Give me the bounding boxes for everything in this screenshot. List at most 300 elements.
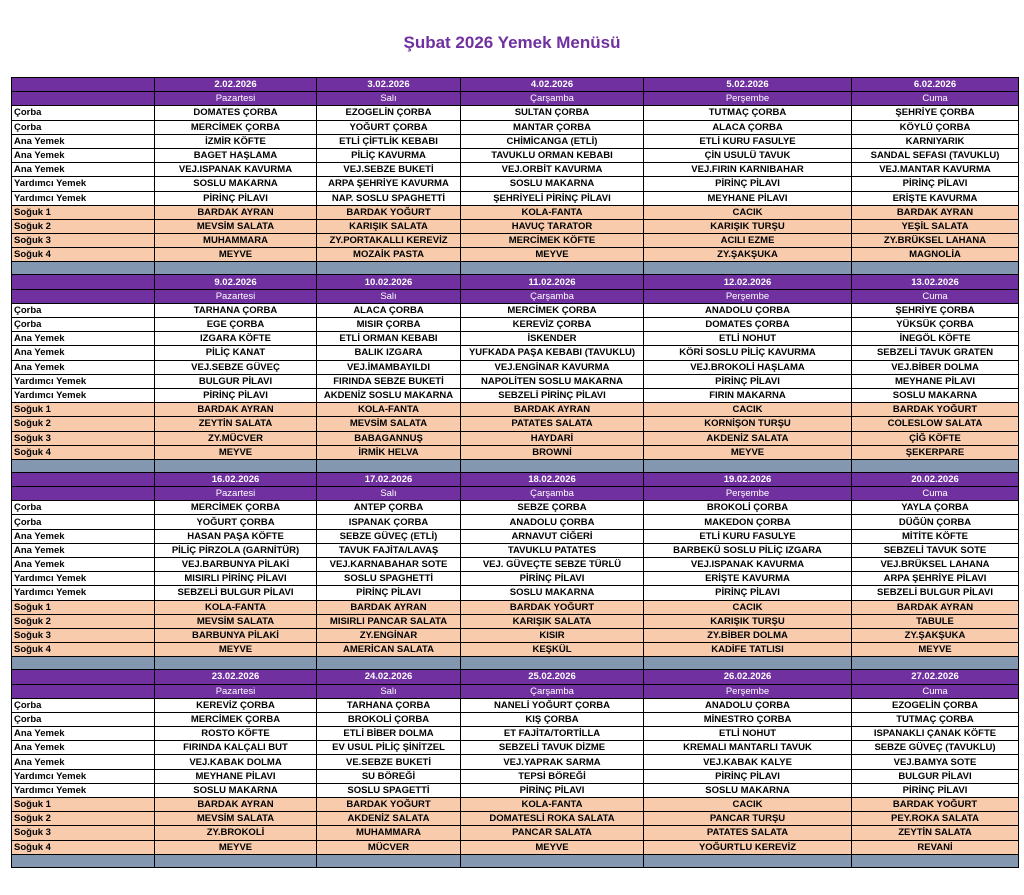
dish-cell: PATATES SALATA <box>461 417 644 431</box>
header-blank-cell <box>12 78 155 92</box>
dish-cell: ÇİN USULÜ TAVUK <box>644 148 852 162</box>
menu-row <box>12 600 1019 614</box>
dish-cell: PİRİNÇ PİLAVI <box>852 783 1019 797</box>
dish-cell: EZOGELİN ÇORBA <box>317 106 461 120</box>
day-name-cell: Salı <box>317 92 461 106</box>
dish-cell: KADİFE TATLISI <box>644 643 852 657</box>
dish-cell: KIŞ ÇORBA <box>461 712 644 726</box>
dish-cell: KISIR <box>461 628 644 642</box>
day-name-cell: Cuma <box>852 487 1019 501</box>
separator-cell <box>461 854 644 867</box>
header-blank-cell <box>12 275 155 289</box>
header-blank-cell <box>12 92 155 106</box>
dish-cell: MEYHANE PİLAVI <box>644 191 852 205</box>
dish-cell: KEREVİZ ÇORBA <box>461 318 644 332</box>
dish-cell: ETLİ KURU FASULYE <box>644 529 852 543</box>
dish-cell: ANADOLU ÇORBA <box>644 698 852 712</box>
course-label: Soğuk 2 <box>12 417 155 431</box>
dish-cell: SEBZELİ TAVUK SOTE <box>852 543 1019 557</box>
separator-cell <box>12 854 155 867</box>
dish-cell: PİLİÇ KAVURMA <box>317 148 461 162</box>
date-cell: 20.02.2026 <box>852 472 1019 486</box>
course-label: Ana Yemek <box>12 755 155 769</box>
week-date-header <box>12 472 1019 486</box>
dish-cell: SEBZELİ TAVUK GRATEN <box>852 346 1019 360</box>
dish-cell: SEBZELİ BULGUR PİLAVI <box>155 586 317 600</box>
menu-row <box>12 558 1019 572</box>
dish-cell: SEBZELİ TAVUK DİZME <box>461 741 644 755</box>
dish-cell: MEYVE <box>155 643 317 657</box>
dish-cell: MERCİMEK KÖFTE <box>461 234 644 248</box>
separator-cell <box>461 262 644 275</box>
course-label: Soğuk 4 <box>12 840 155 854</box>
course-label: Soğuk 1 <box>12 798 155 812</box>
dish-cell: TAVUK FAJİTA/LAVAŞ <box>317 543 461 557</box>
dish-cell: MISIRLI PANCAR SALATA <box>317 614 461 628</box>
menu-row <box>12 374 1019 388</box>
separator-cell <box>644 262 852 275</box>
dish-cell: VEJ.BROKOLİ HAŞLAMA <box>644 360 852 374</box>
dish-cell: KOLA-FANTA <box>461 205 644 219</box>
date-cell: 27.02.2026 <box>852 670 1019 684</box>
dish-cell: VEJ.SEBZE BUKETİ <box>317 163 461 177</box>
menu-row <box>12 205 1019 219</box>
dish-cell: PİLİÇ PİRZOLA (GARNİTÜR) <box>155 543 317 557</box>
dish-cell: VEJ.YAPRAK SARMA <box>461 755 644 769</box>
day-name-cell: Cuma <box>852 684 1019 698</box>
dish-cell: MEYVE <box>461 840 644 854</box>
date-cell: 5.02.2026 <box>644 78 852 92</box>
dish-cell: HASAN PAŞA KÖFTE <box>155 529 317 543</box>
dish-cell: ET FAJİTA/TORTİLLA <box>461 727 644 741</box>
dish-cell: BARDAK YOĞURT <box>852 403 1019 417</box>
course-label: Yardımcı Yemek <box>12 783 155 797</box>
menu-row <box>12 134 1019 148</box>
menu-row <box>12 234 1019 248</box>
day-name-cell: Pazartesi <box>155 289 317 303</box>
dish-cell: ZY.ENGİNAR <box>317 628 461 642</box>
menu-row <box>12 360 1019 374</box>
separator-cell <box>12 657 155 670</box>
course-label: Yardımcı Yemek <box>12 374 155 388</box>
dish-cell: ZEYTİN SALATA <box>852 826 1019 840</box>
week-separator <box>12 657 1019 670</box>
course-label: Çorba <box>12 501 155 515</box>
course-label: Soğuk 2 <box>12 614 155 628</box>
dish-cell: PİRİNÇ PİLAVI <box>155 388 317 402</box>
dish-cell: ACILI EZME <box>644 234 852 248</box>
menu-row <box>12 177 1019 191</box>
dish-cell: ARPA ŞEHRİYE PİLAVI <box>852 572 1019 586</box>
dish-cell: MANTAR ÇORBA <box>461 120 644 134</box>
dish-cell: BARDAK AYRAN <box>852 205 1019 219</box>
separator-cell <box>155 854 317 867</box>
dish-cell: PİRİNÇ PİLAVI <box>644 586 852 600</box>
dish-cell: SEBZELİ PİRİNÇ PİLAVI <box>461 388 644 402</box>
dish-cell: MISIR ÇORBA <box>317 318 461 332</box>
dish-cell: MEYVE <box>461 248 644 262</box>
menu-row <box>12 417 1019 431</box>
course-label: Ana Yemek <box>12 727 155 741</box>
day-name-cell: Çarşamba <box>461 684 644 698</box>
dish-cell: MEYVE <box>155 248 317 262</box>
dish-cell: MAKEDON ÇORBA <box>644 515 852 529</box>
dish-cell: SOSLU SPAGHETTİ <box>317 572 461 586</box>
header-blank-cell <box>12 472 155 486</box>
menu-row <box>12 163 1019 177</box>
dish-cell: PİLİÇ KANAT <box>155 346 317 360</box>
dish-cell: SEBZE GÜVEÇ (ETLİ) <box>317 529 461 543</box>
dish-cell: ARPA ŞEHRİYE KAVURMA <box>317 177 461 191</box>
course-label: Yardımcı Yemek <box>12 191 155 205</box>
menu-row <box>12 798 1019 812</box>
dish-cell: BROKOLİ ÇORBA <box>317 712 461 726</box>
dish-cell: SOSLU MAKARNA <box>155 177 317 191</box>
dish-cell: KARIŞIK SALATA <box>317 219 461 233</box>
dish-cell: VEJ.ISPANAK KAVURMA <box>644 558 852 572</box>
date-cell: 2.02.2026 <box>155 78 317 92</box>
dish-cell: MİNESTRO ÇORBA <box>644 712 852 726</box>
dish-cell: CHİMİCANGA (ETLİ) <box>461 134 644 148</box>
week-day-header <box>12 487 1019 501</box>
separator-cell <box>12 459 155 472</box>
dish-cell: SOSLU MAKARNA <box>644 783 852 797</box>
menu-row <box>12 712 1019 726</box>
menu-row <box>12 614 1019 628</box>
menu-row <box>12 529 1019 543</box>
dish-cell: CACIK <box>644 205 852 219</box>
dish-cell: SOSLU MAKARNA <box>155 783 317 797</box>
dish-cell: PİRİNÇ PİLAVI <box>155 191 317 205</box>
date-cell: 3.02.2026 <box>317 78 461 92</box>
dish-cell: TAVUKLU PATATES <box>461 543 644 557</box>
menu-row <box>12 783 1019 797</box>
dish-cell: NANELİ YOĞURT ÇORBA <box>461 698 644 712</box>
dish-cell: BARBEKÜ SOSLU PİLİÇ IZGARA <box>644 543 852 557</box>
menu-row <box>12 148 1019 162</box>
menu-row <box>12 727 1019 741</box>
dish-cell: YOĞURT ÇORBA <box>317 120 461 134</box>
dish-cell: KEREVİZ ÇORBA <box>155 698 317 712</box>
separator-cell <box>317 262 461 275</box>
separator-cell <box>644 459 852 472</box>
dish-cell: ANADOLU ÇORBA <box>644 303 852 317</box>
dish-cell: DOMATES ÇORBA <box>155 106 317 120</box>
dish-cell: YUFKADA PAŞA KEBABI (TAVUKLU) <box>461 346 644 360</box>
dish-cell: DOMATESLİ ROKA SALATA <box>461 812 644 826</box>
dish-cell: ZEYTİN SALATA <box>155 417 317 431</box>
dish-cell: ANADOLU ÇORBA <box>461 515 644 529</box>
course-label: Soğuk 1 <box>12 205 155 219</box>
header-blank-cell <box>12 670 155 684</box>
dish-cell: KARNIYARIK <box>852 134 1019 148</box>
menu-row <box>12 586 1019 600</box>
day-name-cell: Perşembe <box>644 684 852 698</box>
menu-row <box>12 840 1019 854</box>
dish-cell: CACIK <box>644 600 852 614</box>
course-label: Soğuk 3 <box>12 826 155 840</box>
separator-cell <box>852 262 1019 275</box>
dish-cell: ETLİ NOHUT <box>644 332 852 346</box>
course-label: Ana Yemek <box>12 741 155 755</box>
dish-cell: BABAGANNUŞ <box>317 431 461 445</box>
menu-row <box>12 191 1019 205</box>
menu-row <box>12 346 1019 360</box>
dish-cell: TARHANA ÇORBA <box>317 698 461 712</box>
menu-row <box>12 628 1019 642</box>
week-date-header <box>12 275 1019 289</box>
course-label: Çorba <box>12 120 155 134</box>
week-date-header <box>12 670 1019 684</box>
dish-cell: PANCAR SALATA <box>461 826 644 840</box>
header-blank-cell <box>12 289 155 303</box>
dish-cell: ETLİ ÇİFTLİK KEBABI <box>317 134 461 148</box>
dish-cell: MISIRLI PİRİNÇ PİLAVI <box>155 572 317 586</box>
dish-cell: ŞEHRİYE ÇORBA <box>852 303 1019 317</box>
dish-cell: BARDAK AYRAN <box>155 798 317 812</box>
date-cell: 19.02.2026 <box>644 472 852 486</box>
dish-cell: ZY.BRÜKSEL LAHANA <box>852 234 1019 248</box>
dish-cell: PİRİNÇ PİLAVI <box>644 374 852 388</box>
dish-cell: BARDAK AYRAN <box>852 600 1019 614</box>
separator-cell <box>317 657 461 670</box>
dish-cell: FIRIN MAKARNA <box>644 388 852 402</box>
dish-cell: HAYDARİ <box>461 431 644 445</box>
dish-cell: KREMALI MANTARLI TAVUK <box>644 741 852 755</box>
dish-cell: ALACA ÇORBA <box>644 120 852 134</box>
week-day-header <box>12 289 1019 303</box>
dish-cell: PİRİNÇ PİLAVI <box>461 783 644 797</box>
dish-cell: VEJ.FIRIN KARNIBAHAR <box>644 163 852 177</box>
dish-cell: ERİŞTE KAVURMA <box>852 191 1019 205</box>
dish-cell: ISPANAK ÇORBA <box>317 515 461 529</box>
dish-cell: BARDAK YOĞURT <box>461 600 644 614</box>
separator-cell <box>644 657 852 670</box>
dish-cell: YEŞİL SALATA <box>852 219 1019 233</box>
course-label: Soğuk 1 <box>12 403 155 417</box>
dish-cell: KÖRİ SOSLU PİLİÇ KAVURMA <box>644 346 852 360</box>
date-cell: 4.02.2026 <box>461 78 644 92</box>
dish-cell: YÜKSÜK ÇORBA <box>852 318 1019 332</box>
course-label: Yardımcı Yemek <box>12 177 155 191</box>
date-cell: 6.02.2026 <box>852 78 1019 92</box>
dish-cell: CACIK <box>644 403 852 417</box>
dish-cell: VEJ.BRÜKSEL LAHANA <box>852 558 1019 572</box>
day-name-cell: Cuma <box>852 92 1019 106</box>
dish-cell: MAGNOLİA <box>852 248 1019 262</box>
dish-cell: ÇİĞ KÖFTE <box>852 431 1019 445</box>
dish-cell: BARDAK YOĞURT <box>317 205 461 219</box>
dish-cell: ŞEHRİYELİ PİRİNÇ PİLAVI <box>461 191 644 205</box>
date-cell: 10.02.2026 <box>317 275 461 289</box>
dish-cell: İZMİR KÖFTE <box>155 134 317 148</box>
separator-cell <box>12 262 155 275</box>
course-label: Soğuk 4 <box>12 643 155 657</box>
course-label: Ana Yemek <box>12 332 155 346</box>
date-cell: 25.02.2026 <box>461 670 644 684</box>
course-label: Ana Yemek <box>12 163 155 177</box>
dish-cell: PANCAR TURŞU <box>644 812 852 826</box>
dish-cell: DOMATES ÇORBA <box>644 318 852 332</box>
dish-cell: TUTMAÇ ÇORBA <box>852 712 1019 726</box>
dish-cell: EZOGELİN ÇORBA <box>852 698 1019 712</box>
header-blank-cell <box>12 487 155 501</box>
day-name-cell: Pazartesi <box>155 92 317 106</box>
menu-row <box>12 572 1019 586</box>
dish-cell: ERİŞTE KAVURMA <box>644 572 852 586</box>
dish-cell: BARDAK YOĞURT <box>317 798 461 812</box>
dish-cell: MEYHANE PİLAVI <box>155 769 317 783</box>
dish-cell: ROSTO KÖFTE <box>155 727 317 741</box>
menu-row <box>12 812 1019 826</box>
dish-cell: KÖYLÜ ÇORBA <box>852 120 1019 134</box>
dish-cell: MEYVE <box>852 643 1019 657</box>
menu-row <box>12 445 1019 459</box>
dish-cell: MEVSİM SALATA <box>155 812 317 826</box>
separator-cell <box>155 262 317 275</box>
separator-cell <box>317 459 461 472</box>
dish-cell: PİRİNÇ PİLAVI <box>644 769 852 783</box>
dish-cell: COLESLOW SALATA <box>852 417 1019 431</box>
dish-cell: TARHANA ÇORBA <box>155 303 317 317</box>
dish-cell: MUHAMMARA <box>155 234 317 248</box>
dish-cell: VEJ.MANTAR KAVURMA <box>852 163 1019 177</box>
day-name-cell: Çarşamba <box>461 92 644 106</box>
dish-cell: TABULE <box>852 614 1019 628</box>
dish-cell: KARIŞIK TURŞU <box>644 219 852 233</box>
separator-cell <box>461 657 644 670</box>
dish-cell: BAGET HAŞLAMA <box>155 148 317 162</box>
course-label: Çorba <box>12 303 155 317</box>
dish-cell: VEJ.KABAK DOLMA <box>155 755 317 769</box>
dish-cell: REVANİ <box>852 840 1019 854</box>
date-cell: 16.02.2026 <box>155 472 317 486</box>
separator-cell <box>155 459 317 472</box>
menu-row <box>12 515 1019 529</box>
header-blank-cell <box>12 684 155 698</box>
dish-cell: ZY.ŞAKŞUKA <box>644 248 852 262</box>
dish-cell: MOZAİK PASTA <box>317 248 461 262</box>
menu-row <box>12 106 1019 120</box>
day-name-cell: Salı <box>317 487 461 501</box>
separator-cell <box>155 657 317 670</box>
day-name-cell: Perşembe <box>644 92 852 106</box>
dish-cell: KARIŞIK SALATA <box>461 614 644 628</box>
course-label: Çorba <box>12 106 155 120</box>
dish-cell: BARBUNYA PİLAKİ <box>155 628 317 642</box>
dish-cell: KEŞKÜL <box>461 643 644 657</box>
week-day-header <box>12 92 1019 106</box>
dish-cell: KOLA-FANTA <box>317 403 461 417</box>
dish-cell: ETLİ KURU FASULYE <box>644 134 852 148</box>
dish-cell: MUHAMMARA <box>317 826 461 840</box>
date-cell: 24.02.2026 <box>317 670 461 684</box>
dish-cell: AKDENİZ SOSLU MAKARNA <box>317 388 461 402</box>
dish-cell: PEY.ROKA SALATA <box>852 812 1019 826</box>
dish-cell: MEYHANE PİLAVI <box>852 374 1019 388</box>
dish-cell: PİRİNÇ PİLAVI <box>644 177 852 191</box>
course-label: Soğuk 4 <box>12 248 155 262</box>
dish-cell: YOĞURT ÇORBA <box>155 515 317 529</box>
dish-cell: TAVUKLU ORMAN KEBABI <box>461 148 644 162</box>
dish-cell: SOSLU MAKARNA <box>461 177 644 191</box>
date-cell: 12.02.2026 <box>644 275 852 289</box>
dish-cell: İRMİK HELVA <box>317 445 461 459</box>
course-label: Soğuk 3 <box>12 628 155 642</box>
dish-cell: MEVSİM SALATA <box>155 219 317 233</box>
course-label: Ana Yemek <box>12 360 155 374</box>
dish-cell: FIRINDA SEBZE BUKETİ <box>317 374 461 388</box>
dish-cell: VEJ.KABAK KALYE <box>644 755 852 769</box>
dish-cell: MEYVE <box>155 445 317 459</box>
course-label: Soğuk 4 <box>12 445 155 459</box>
course-label: Çorba <box>12 698 155 712</box>
date-cell: 17.02.2026 <box>317 472 461 486</box>
week-separator <box>12 262 1019 275</box>
dish-cell: YOĞURTLU KEREVİZ <box>644 840 852 854</box>
course-label: Soğuk 3 <box>12 431 155 445</box>
dish-cell: ŞEHRİYE ÇORBA <box>852 106 1019 120</box>
day-name-cell: Perşembe <box>644 289 852 303</box>
page-title: Şubat 2026 Yemek Menüsü <box>403 33 621 52</box>
dish-cell: ISPANAKLI ÇANAK KÖFTE <box>852 727 1019 741</box>
dish-cell: VEJ.İMAMBAYILDI <box>317 360 461 374</box>
course-label: Çorba <box>12 712 155 726</box>
dish-cell: SEBZE ÇORBA <box>461 501 644 515</box>
dish-cell: MİTİTE KÖFTE <box>852 529 1019 543</box>
date-cell: 13.02.2026 <box>852 275 1019 289</box>
dish-cell: ARNAVUT CİĞERİ <box>461 529 644 543</box>
dish-cell: VEJ.ENGİNAR KAVURMA <box>461 360 644 374</box>
menu-row <box>12 543 1019 557</box>
dish-cell: KARIŞIK TURŞU <box>644 614 852 628</box>
dish-cell: NAPOLİTEN SOSLU MAKARNA <box>461 374 644 388</box>
dish-cell: ZY.PORTAKALLI KEREVİZ <box>317 234 461 248</box>
date-cell: 18.02.2026 <box>461 472 644 486</box>
dish-cell: KORNİŞON TURŞU <box>644 417 852 431</box>
dish-cell: BALIK IZGARA <box>317 346 461 360</box>
course-label: Ana Yemek <box>12 558 155 572</box>
dish-cell: KOLA-FANTA <box>461 798 644 812</box>
course-label: Ana Yemek <box>12 148 155 162</box>
dish-cell: SOSLU MAKARNA <box>461 586 644 600</box>
dish-cell: VEJ.KARNABAHAR SOTE <box>317 558 461 572</box>
date-cell: 23.02.2026 <box>155 670 317 684</box>
day-name-cell: Salı <box>317 684 461 698</box>
menu-row <box>12 769 1019 783</box>
dish-cell: KOLA-FANTA <box>155 600 317 614</box>
dish-cell: BARDAK AYRAN <box>155 205 317 219</box>
dish-cell: SEBZE GÜVEÇ (TAVUKLU) <box>852 741 1019 755</box>
dish-cell: MEYVE <box>644 445 852 459</box>
separator-cell <box>317 854 461 867</box>
dish-cell: PİRİNÇ PİLAVI <box>461 572 644 586</box>
dish-cell: ETLİ NOHUT <box>644 727 852 741</box>
dish-cell: İSKENDER <box>461 332 644 346</box>
dish-cell: ETLİ BİBER DOLMA <box>317 727 461 741</box>
course-label: Ana Yemek <box>12 134 155 148</box>
menu-row <box>12 501 1019 515</box>
separator-cell <box>461 459 644 472</box>
dish-cell: ZY.MÜCVER <box>155 431 317 445</box>
course-label: Soğuk 3 <box>12 234 155 248</box>
menu-row <box>12 403 1019 417</box>
menu-row <box>12 698 1019 712</box>
dish-cell: ZY.BROKOLİ <box>155 826 317 840</box>
course-label: Yardımcı Yemek <box>12 769 155 783</box>
menu-table <box>11 77 1019 868</box>
course-label: Ana Yemek <box>12 346 155 360</box>
